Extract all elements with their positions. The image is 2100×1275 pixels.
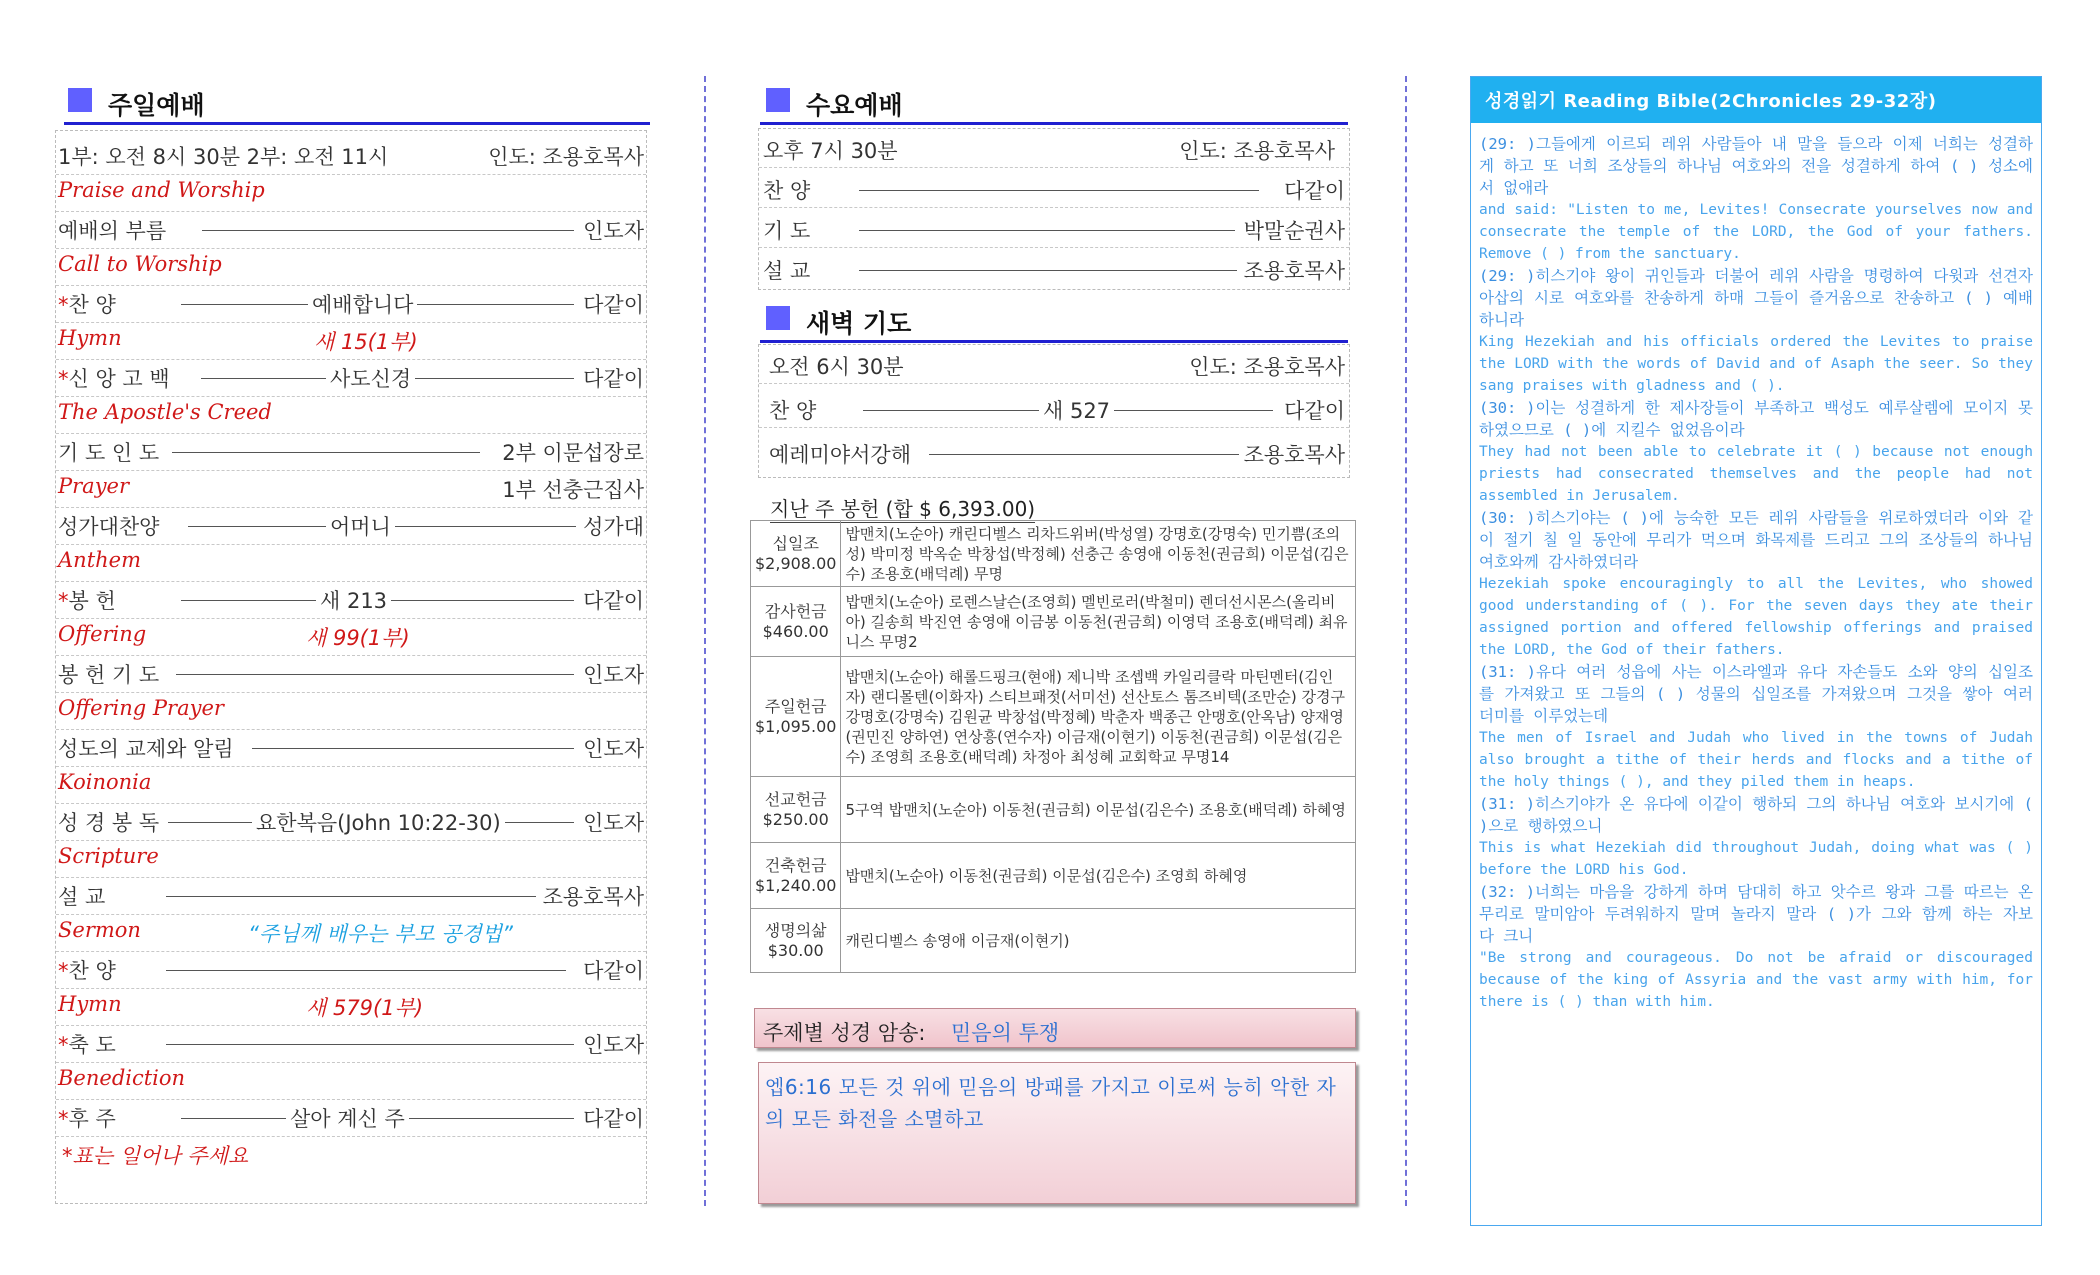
reading-bible-title: 성경읽기 Reading Bible(2Chronicles 29-32장) xyxy=(1485,91,1937,112)
order-leader: 다같이 xyxy=(583,293,644,317)
offering-amount: $2,908.00 xyxy=(755,553,837,573)
order-item: 신 앙 고 백 xyxy=(68,367,170,391)
offering-amount: $250.00 xyxy=(762,809,829,829)
order-en-row xyxy=(56,396,646,434)
order-detail: 살아 계신 주 xyxy=(286,1103,409,1133)
section-marker-icon xyxy=(766,306,790,330)
offering-type: 감사헌금 xyxy=(764,601,827,621)
reading-en: They had not been able to celebrate it ( ) because not enough priests had consecrated themselves and the people had not assembled in Jerusalem. xyxy=(1479,444,2033,504)
offering-type: 생명의삶 xyxy=(764,920,827,940)
order-leader: 2부 이문섭장로 xyxy=(502,441,644,465)
order-item: 성도의 교제와 알림 xyxy=(58,737,234,761)
order-row xyxy=(56,433,646,471)
offering-row xyxy=(751,587,1356,657)
hymn-number: 새 15(1부) xyxy=(314,330,418,354)
sunday-time-row xyxy=(56,137,646,175)
order-en-row xyxy=(56,618,646,656)
reading-ko: (30: )이는 성결하게 한 제사장들이 부족하고 백성도 예루살렘에 모이지 못하였으므로 ( )에 지킬수 없었음이라 xyxy=(1479,399,2033,439)
wednesday-item: 기 도 xyxy=(763,219,811,243)
reading-bible-panel xyxy=(1470,76,2042,1226)
order-item: 후 주 xyxy=(68,1107,116,1131)
reading-ko: (29: )그들에게 이르되 레위 사람들아 내 말을 들으라 이제 너희는 성결하게 하고 또 너희 조상들의 하나님 여호와의 전을 성결하게 하여 ( ) 성소에서 없애라 xyxy=(1479,135,2033,197)
offering-names: 캐린디벨스 송영애 이금재(이현기) xyxy=(841,909,1356,973)
offering-names: 밥맨치(노순아) 해롤드핑크(현애) 제니박 조셉백 카일리클락 마틴멘터(김인자) 랜디몰텐(이화자) 스티브패젓(서미선) 선산토스 톰즈비텍(조만순) 강경구 강명호(강명숙) 김원균 박창섭(박정혜) 박춘자 백종근 안맹호(안옥남) 양재영(권민진 양하연) 연상흥(연수자) 이금재(이현기) 이동천(권금희) 이문섭(김은수) 조영희 조용호(배덕례) 차정아 최성혜 교회학교 무명14 xyxy=(841,657,1356,777)
offering-names: 5구역 밥맨치(노순아) 이동천(권금희) 이문섭(김은수) 조용호(배덕례) 하혜영 xyxy=(841,777,1356,843)
order-en-row xyxy=(56,692,646,730)
sunday-title: 주일예배 xyxy=(108,91,205,120)
order-en: Hymn xyxy=(58,992,122,1016)
order-leader: 인도자 xyxy=(583,663,644,687)
reading-bible-body xyxy=(1479,133,2033,1013)
column-divider xyxy=(704,76,706,1206)
reading-en: This is what Hezekiah did throughout Judah, doing what was ( ) before the LORD his God. xyxy=(1479,840,2033,878)
dawn-time: 오전 6시 30분 xyxy=(769,355,904,379)
wednesday-title-underline xyxy=(760,122,1348,125)
order-item: 성가대찬양 xyxy=(58,515,160,539)
reading-ko: (31: )유다 여러 성읍에 사는 이스라엘과 유다 자손들도 소와 양의 십일조를 가져왔고 또 그들의 ( ) 성물의 십일조를 가져왔으며 그것을 쌓아 여러 더미를 이루었는데 xyxy=(1479,663,2033,725)
order-item: 설 교 xyxy=(58,885,106,909)
reading-ko: (31: )히스기야가 온 유다에 이같이 행하되 그의 하나님 여호와 보시기에 ( )으로 행하였으니 xyxy=(1479,795,2033,835)
offering-type: 주일헌금 xyxy=(764,696,827,716)
order-item: 봉 헌 xyxy=(68,589,116,613)
offering-amount: $460.00 xyxy=(762,621,829,641)
hymn-number: 새 99(1부) xyxy=(306,626,410,650)
dawn-leader-item: 다같이 xyxy=(1284,399,1345,423)
wednesday-leader: 인도: 조용호목사 xyxy=(1179,139,1335,163)
order-en-row xyxy=(56,766,646,804)
sermon-title: “주님께 배우는 부모 공경법” xyxy=(248,922,513,946)
order-en: Koinonia xyxy=(58,770,152,794)
memory-verse-box xyxy=(758,1062,1356,1204)
offering-amount: $30.00 xyxy=(767,940,824,960)
order-en-row xyxy=(56,248,646,286)
order-row: *찬 양 예배합니다 다같이 xyxy=(56,285,646,323)
order-detail: 사도신경 xyxy=(326,363,415,393)
hymn-number: 새 579(1부) xyxy=(306,996,424,1020)
reading-ko: (32: )너희는 마음을 강하게 하며 담대히 하고 앗수르 왕과 그를 따르는 온 무리로 말미암아 두려워하지 말며 놀라지 말라 ( )가 그와 함께 하는 자보다 크니 xyxy=(1479,883,2033,945)
order-row: *후 주 살아 계신 주 다같이 xyxy=(56,1099,646,1137)
order-row xyxy=(56,877,646,915)
order-en-row xyxy=(56,544,646,582)
offering-row xyxy=(751,657,1356,777)
offering-names: 밥맨치(노순아) 로렌스날슨(조영희) 멜빈로러(박철미) 렌더선시몬스(올리비아) 길송희 박진연 송영애 이금봉 이동천(권금희) 이영덕 조용호(배덕례) 최유니스 무명2 xyxy=(841,587,1356,657)
dawn-leader-item: 조용호목사 xyxy=(1243,443,1345,467)
memory-verse-topic: 믿음의 투쟁 xyxy=(951,1021,1060,1045)
order-en: Prayer xyxy=(58,474,130,498)
order-row xyxy=(56,507,646,545)
wednesday-service xyxy=(758,128,1350,290)
offering-amount: $1,095.00 xyxy=(755,716,837,736)
memory-verse-header xyxy=(754,1008,1356,1048)
order-row: *축 도 인도자 xyxy=(56,1025,646,1063)
order-item: 찬 양 xyxy=(68,293,116,317)
reading-en: Hezekiah spoke encouragingly to all the Levites, who showed good understanding of ( ). For the seven days they ate their assigned portion and offered fellowship offerings and praised the LORD, the God of their fathers. xyxy=(1479,576,2033,658)
order-leader: 다같이 xyxy=(583,1107,644,1131)
order-leader: 인도자 xyxy=(583,811,644,835)
wednesday-leader-item: 박말순권사 xyxy=(1243,219,1345,243)
dawn-item: 찬 양 xyxy=(769,399,817,423)
offerings-title: 지난 주 봉헌 (합 $ 6,393.00) xyxy=(770,493,1035,523)
offering-type: 선교헌금 xyxy=(764,789,827,809)
order-leader: 다같이 xyxy=(583,589,644,613)
order-detail: 예배합니다 xyxy=(308,289,417,319)
order-en-row xyxy=(56,840,646,878)
reading-ko: (29: )히스기야 왕이 귀인들과 더불어 레위 사람을 명령하여 다윗과 선견자 아삽의 시로 여호와를 찬송하게 하매 그들이 즐거움으로 찬송하고 ( ) 예배하니라 xyxy=(1479,267,2033,329)
order-en-row xyxy=(56,914,646,952)
order-leader: 조용호목사 xyxy=(542,885,644,909)
order-en: Anthem xyxy=(58,548,141,572)
reading-en: The men of Israel and Judah who lived in the towns of Judah also brought a tithe of their herds and flocks and a tithe of the holy things ( ), and they piled them in heaps. xyxy=(1479,730,2033,790)
wednesday-item: 찬 양 xyxy=(763,179,811,203)
offering-names: 밥맨치(노순아) 캐린디벨스 리차드위버(박성열) 강명호(강명숙) 민기쁨(조의성) 박미정 박옥순 박창섭(박정혜) 선충근 송영애 이동천(권금희) 이문섭(김은수) 조용호(배덕례) 무명 xyxy=(841,521,1356,587)
offering-type: 건축헌금 xyxy=(764,855,827,875)
dawn-title-underline xyxy=(760,340,1348,343)
scripture-reference: 요한복음(John 10:22-30) xyxy=(252,807,505,837)
offering-row xyxy=(751,777,1356,843)
reading-en: King Hezekiah and his officials ordered the Levites to praise the LORD with the words of David and of Asaph the seer. So they sang praises with gladness and ( ). xyxy=(1479,334,2033,394)
offering-row xyxy=(751,521,1356,587)
order-row xyxy=(56,655,646,693)
offerings-table xyxy=(750,520,1356,973)
order-leader-2: 1부 선충근집사 xyxy=(502,478,644,502)
wednesday-leader-item: 다같이 xyxy=(1284,179,1345,203)
reading-bible-header xyxy=(1471,77,2041,123)
order-leader: 다같이 xyxy=(583,959,644,983)
dawn-title: 새벽 기도 xyxy=(806,309,912,338)
order-item: 축 도 xyxy=(68,1033,116,1057)
memory-verse-text: 엡6:16 모든 것 위에 믿음의 방패를 가지고 이로써 능히 악한 자의 모든 화전을 소멸하고 xyxy=(765,1075,1337,1131)
sunday-time: 1부: 오전 8시 30분 2부: 오전 11시 xyxy=(58,145,389,169)
order-en-row xyxy=(56,988,646,1026)
order-leader: 인도자 xyxy=(583,219,644,243)
wednesday-leader-item: 조용호목사 xyxy=(1243,259,1345,283)
order-leader: 다같이 xyxy=(583,367,644,391)
stand-footnote: *표는 일어나 주세요 xyxy=(62,1144,249,1168)
wednesday-item: 설 교 xyxy=(763,259,811,283)
order-leader: 인도자 xyxy=(583,737,644,761)
order-en: Sermon xyxy=(58,918,141,942)
dawn-hymn: 새 527 xyxy=(1039,395,1114,425)
section-marker-icon xyxy=(68,88,92,112)
sunday-leader: 인도: 조용호목사 xyxy=(488,145,644,169)
sunday-order-of-worship xyxy=(55,130,647,1204)
memory-verse-label: 주제별 성경 암송: xyxy=(763,1021,926,1045)
order-row xyxy=(56,803,646,841)
order-en: Benediction xyxy=(58,1066,186,1090)
order-detail: 새 213 xyxy=(316,585,391,615)
dawn-leader: 인도: 조용호목사 xyxy=(1189,355,1345,379)
order-item: 예배의 부름 xyxy=(58,219,167,243)
reading-ko: (30: )히스기야는 ( )에 능숙한 모든 레위 사람들을 위로하였더라 이와 같이 절기 칠 일 동안에 무리가 먹으며 화목제를 드리고 그의 조상들의 하나님 여호와께 감사하였더라 xyxy=(1479,509,2033,571)
order-en: Hymn xyxy=(58,326,122,350)
order-en: Call to Worship xyxy=(58,252,222,276)
reading-en: "Be strong and courageous. Do not be afraid or discouraged because of the king of Assyria and the vast army with him, for there is ( ) than with him. xyxy=(1479,950,2033,1010)
footnote-row xyxy=(56,1136,646,1173)
wednesday-time: 오후 7시 30분 xyxy=(763,139,898,163)
offering-names: 밥맨치(노순아) 이동천(권금희) 이문섭(김은수) 조영희 하혜영 xyxy=(841,843,1356,909)
order-row xyxy=(56,729,646,767)
order-en: Scripture xyxy=(58,844,159,868)
offering-amount: $1,240.00 xyxy=(755,875,837,895)
wednesday-title: 수요예배 xyxy=(806,91,903,120)
order-row: *신 앙 고 백 사도신경 다같이 xyxy=(56,359,646,397)
order-row xyxy=(56,211,646,249)
sunday-title-underline xyxy=(64,122,650,125)
order-en: The Apostle's Creed xyxy=(58,400,272,424)
order-row: *봉 헌 새 213 다같이 xyxy=(56,581,646,619)
offering-type: 십일조 xyxy=(772,533,819,553)
offering-row xyxy=(751,909,1356,973)
order-row: *찬 양 다같이 xyxy=(56,951,646,989)
section-marker-icon xyxy=(766,88,790,112)
order-en: Offering xyxy=(58,622,147,646)
column-divider xyxy=(1405,76,1407,1206)
dawn-prayer-service xyxy=(758,344,1350,478)
offering-row xyxy=(751,843,1356,909)
reading-en: and said: "Listen to me, Levites! Consecrate yourselves now and consecrate the temple of the LORD, the God of your fathers. Remove ( ) from the sanctuary. xyxy=(1479,202,2033,262)
order-leader: 성가대 xyxy=(583,515,644,539)
praise-en-row xyxy=(56,174,646,212)
dawn-item: 예레미야서강해 xyxy=(769,443,912,467)
order-en-row xyxy=(56,322,646,360)
order-item: 찬 양 xyxy=(68,959,116,983)
order-item: 성 경 봉 독 xyxy=(58,811,160,835)
praise-en: Praise and Worship xyxy=(58,178,265,202)
order-item: 기 도 인 도 xyxy=(58,441,160,465)
order-detail: 어머니 xyxy=(326,511,395,541)
order-en-row xyxy=(56,470,646,508)
order-leader: 인도자 xyxy=(583,1033,644,1057)
order-en-row xyxy=(56,1062,646,1100)
order-item: 봉 헌 기 도 xyxy=(58,663,160,687)
order-en: Offering Prayer xyxy=(58,696,224,720)
